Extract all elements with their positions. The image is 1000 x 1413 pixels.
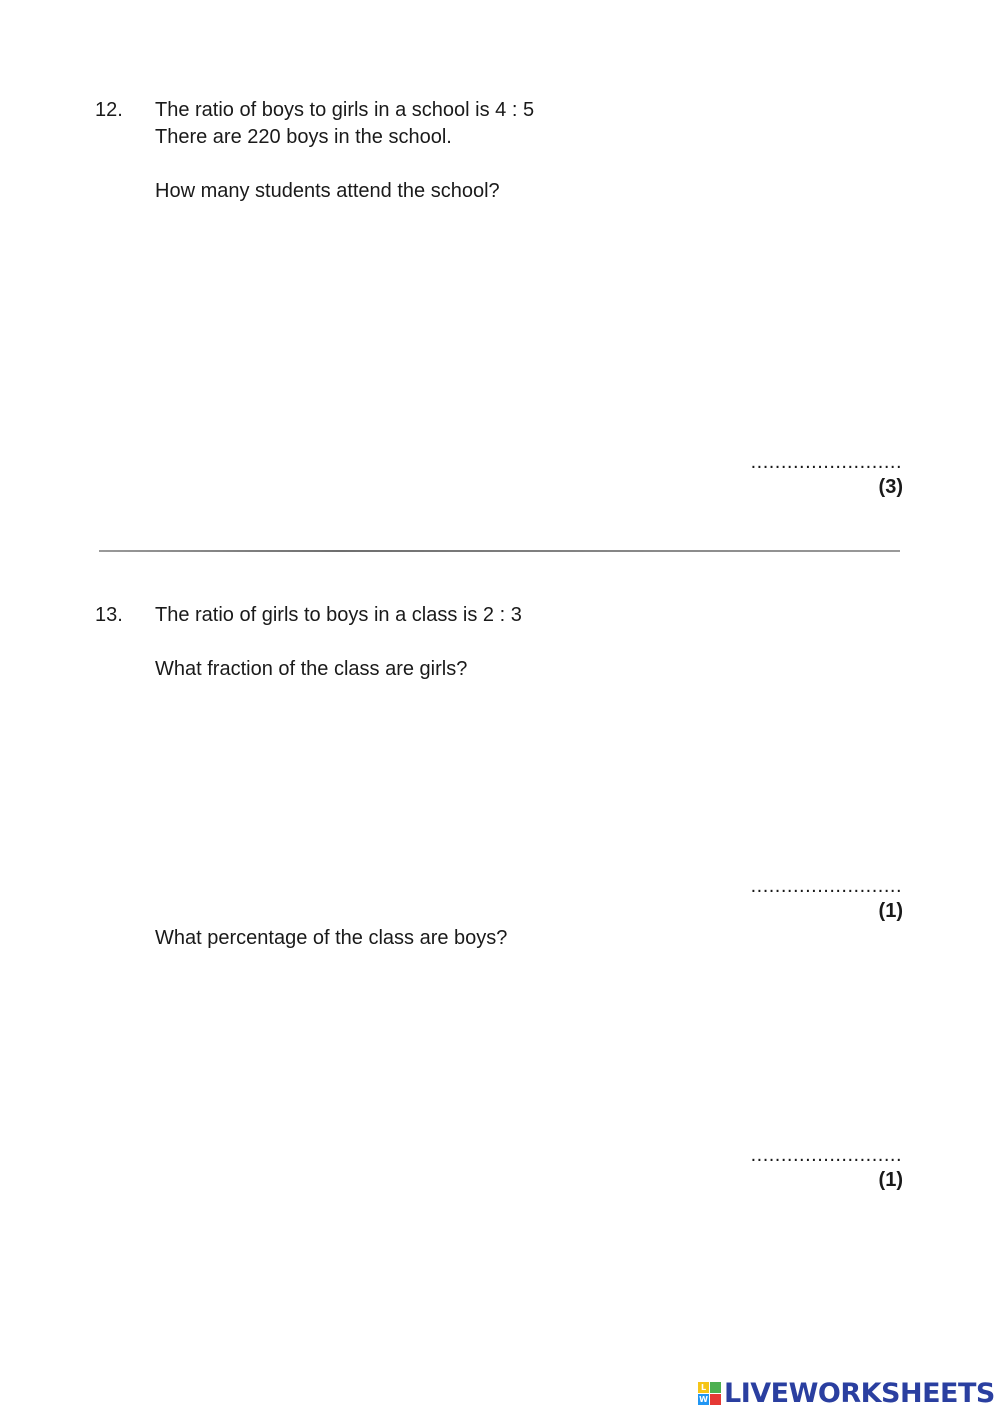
- question-12-answer-line[interactable]: .........................: [750, 451, 902, 473]
- question-13-statement: The ratio of girls to boys in a class is 2 : 3: [155, 604, 522, 626]
- logo-tile-blue: W: [699, 1395, 708, 1404]
- question-12-prompt: How many students attend the school?: [155, 180, 500, 202]
- question-12-statement: The ratio of boys to girls in a school is 4 : 5: [155, 99, 535, 121]
- question-13b-prompt: What percentage of the class are boys?: [155, 927, 508, 949]
- logo-tile-green: [710, 1382, 721, 1393]
- question-13-number: 13.: [95, 604, 123, 626]
- question-13a-answer-line[interactable]: .........................: [750, 875, 902, 897]
- question-13b-answer-line[interactable]: .........................: [750, 1144, 902, 1166]
- logo-tile-yellow: L: [698, 1382, 709, 1393]
- question-12-number: 12.: [95, 99, 123, 121]
- section-divider: [99, 550, 900, 552]
- liveworksheets-brand: [698, 1378, 995, 1410]
- brand-wordmark: LIVEWORKSHEETS: [724, 1378, 995, 1409]
- question-12-given: There are 220 boys in the school.: [155, 126, 452, 148]
- question-13b-marks: (1): [878, 1169, 903, 1191]
- question-13a-marks: (1): [878, 900, 903, 922]
- liveworksheets-logo-icon: [698, 1382, 722, 1406]
- question-13a-prompt: What fraction of the class are girls?: [155, 658, 468, 680]
- logo-tile-red: [710, 1394, 721, 1405]
- question-12-marks: (3): [878, 476, 903, 498]
